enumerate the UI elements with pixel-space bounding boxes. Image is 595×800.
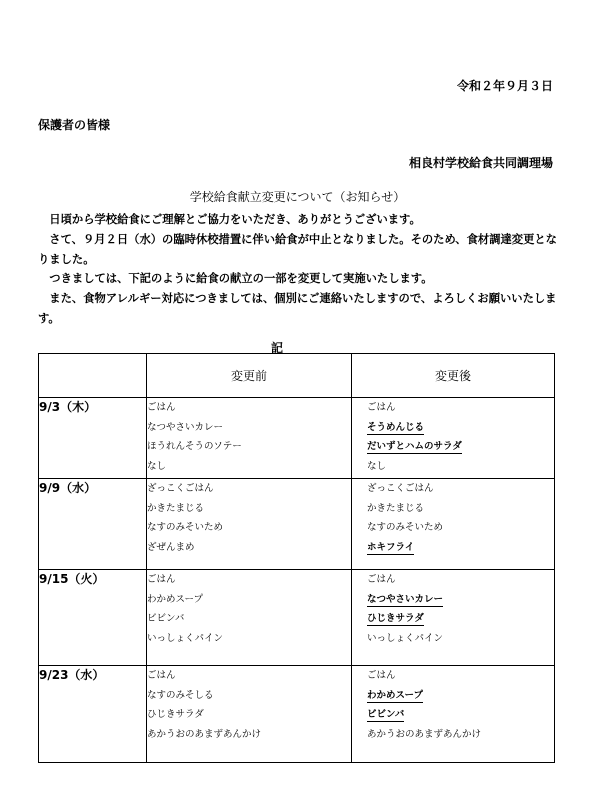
changed-menu-item (367, 590, 554, 610)
date-cell: 9/3（木） (39, 398, 147, 479)
before-menu-cell (147, 398, 352, 479)
menu-item: ひじきサラダ (147, 709, 204, 720)
menu-item: あかうおのあまずあんかけ (147, 728, 262, 740)
menu-item-label: ごはん (367, 670, 396, 681)
table-row (39, 479, 555, 570)
menu-item (367, 457, 554, 477)
paragraph-change: つきましては、下記のように給食の献立の一部を変更して実施いたします。 (49, 272, 433, 286)
menu-item-label: なすのみそいため (367, 522, 444, 533)
menu-item: なし (147, 460, 167, 472)
menu-item-label: いっしょくパイン (367, 632, 444, 644)
menu-item-label: ホキフライ (367, 541, 415, 553)
paragraph-thanks: 日頃から学校給食にご理解とご協力をいただき、ありがとうございます。 (49, 213, 421, 226)
changed-menu-item (367, 538, 554, 558)
menu-item (367, 666, 554, 686)
menu-item-label: ごはん (367, 574, 396, 585)
menu-item-label: あかうおのあまずあんかけ (367, 728, 482, 740)
menu-item (367, 570, 554, 590)
after-menu-cell (352, 398, 555, 479)
menu-item: なすのみそいため (147, 522, 224, 533)
before-menu-cell (147, 479, 352, 570)
changed-menu-item (367, 437, 554, 457)
before-menu-cell (147, 570, 352, 666)
menu-item (367, 398, 554, 418)
changed-menu-item (367, 609, 554, 629)
menu-item: ごはん (147, 670, 176, 681)
changed-menu-item (367, 686, 554, 706)
menu-item (367, 629, 554, 649)
header-before: 変更前 (147, 354, 352, 398)
menu-item-label: なつやさいカレー (367, 593, 444, 605)
date-cell: 9/23（水） (39, 666, 147, 763)
menu-item: ほうれんそうのソテー (147, 441, 242, 452)
paragraph-allergy: また、食物アレルギー対応につきましては、個別にご連絡いたしますので、よろしくお願いいたします。 (38, 292, 557, 325)
date-cell: 9/15（火） (39, 570, 147, 666)
menu-item: かきたまじる (147, 502, 205, 514)
notice-body (38, 210, 560, 329)
menu-item (367, 725, 554, 745)
after-menu-cell (352, 479, 555, 570)
after-menu-cell (352, 570, 555, 666)
before-menu-cell (147, 666, 352, 763)
recipient-greeting: 保護者の皆様 (38, 118, 111, 132)
menu-item: ごはん (147, 574, 176, 585)
menu-item (367, 479, 554, 499)
menu-item-label: ざっこくごはん (367, 483, 434, 494)
date-cell: 9/9（水） (39, 479, 147, 570)
menu-item: ごはん (147, 402, 176, 413)
table-row (39, 398, 555, 479)
menu-item-label: ごはん (367, 402, 396, 413)
document-date: 令和２年９月３日 (456, 79, 553, 93)
menu-item: なすのみそしる (147, 689, 214, 701)
changed-menu-item (367, 418, 554, 438)
menu-item-label: ビビンバ (367, 709, 405, 720)
menu-item: わかめスープ (147, 593, 204, 605)
header-after: 変更後 (352, 354, 555, 398)
menu-item: ビビンバ (147, 613, 185, 624)
menu-item (367, 499, 554, 519)
menu-item: ざっこくごはん (147, 483, 214, 494)
header-day (39, 354, 147, 398)
menu-item-label: ひじきサラダ (367, 613, 424, 624)
menu-change-table (38, 353, 555, 763)
table-header-row (39, 354, 555, 398)
menu-item-label: だいずとハムのサラダ (367, 441, 462, 452)
menu-item: ざぜんまめ (147, 541, 195, 553)
menu-item-label: そうめんじる (367, 421, 425, 433)
changed-menu-item (367, 705, 554, 725)
table-row (39, 570, 555, 666)
menu-item-label: わかめスープ (367, 689, 424, 701)
menu-item-label: かきたまじる (367, 502, 425, 514)
menu-item: なつやさいカレー (147, 421, 224, 433)
menu-item: いっしょくパイン (147, 632, 224, 644)
ki-heading: 記 (271, 341, 284, 355)
table-row (39, 666, 555, 763)
notice-title: 学校給食献立変更について（お知らせ） (189, 190, 406, 204)
sender-name: 相良村学校給食共同調理場 (408, 156, 553, 170)
menu-item (367, 518, 554, 538)
after-menu-cell (352, 666, 555, 763)
paragraph-reason: さて、９月２日（水）の臨時休校措置に伴い給食が中止となりました。そのため、食材調達変更となりました。 (38, 232, 557, 266)
menu-item-label: なし (367, 460, 387, 472)
